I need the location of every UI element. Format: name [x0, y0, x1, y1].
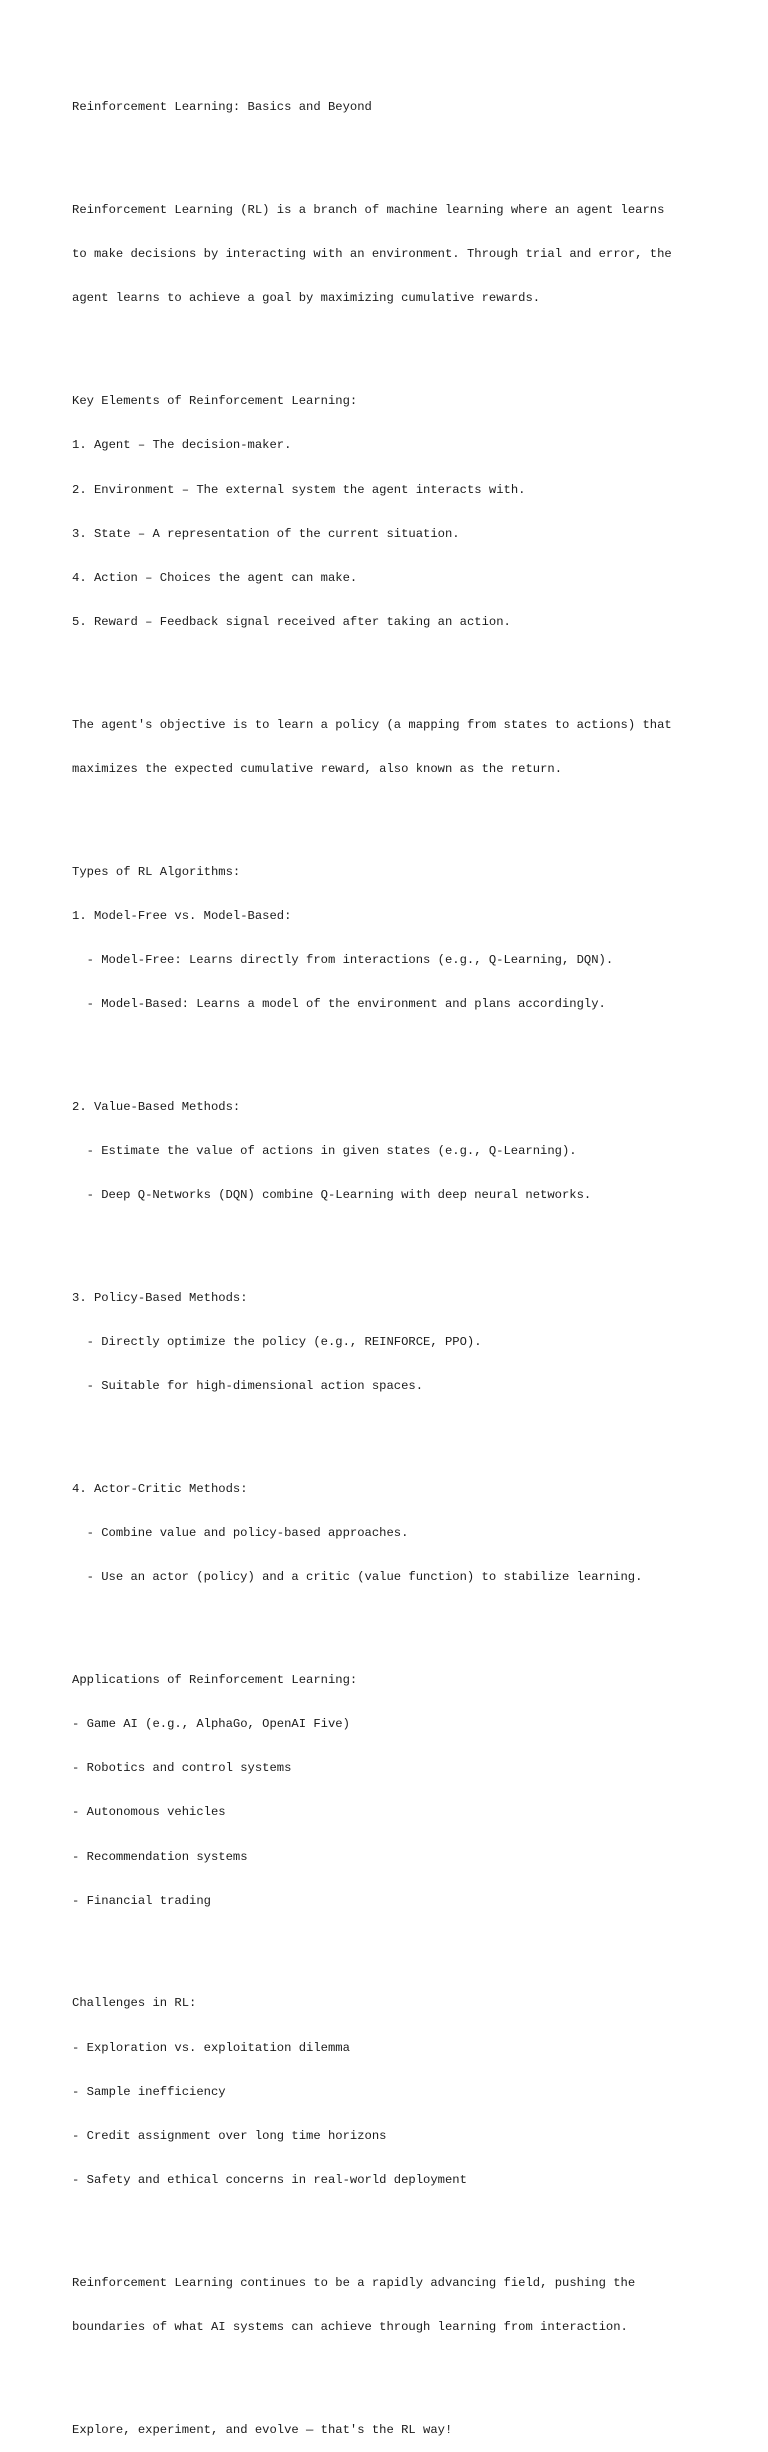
application-item: - Recommendation systems — [72, 1849, 248, 1864]
key-element-item: 3. State – A representation of the current situation. — [72, 526, 460, 541]
spacer — [72, 659, 752, 674]
algorithm-group-title: 4. Actor-Critic Methods: — [72, 1482, 248, 1497]
spacer — [72, 1938, 752, 1953]
algorithm-point: - Estimate the value of actions in given states (e.g., Q-Learning). — [86, 1143, 577, 1158]
key-element-item: 5. Reward – Feedback signal received after taking an action. — [72, 614, 511, 629]
challenge-item: - Safety and ethical concerns in real-world deployment — [72, 2172, 467, 2187]
spacer — [72, 1423, 752, 1438]
spacer — [72, 2364, 752, 2379]
algorithm-group-title: 1. Model-Free vs. Model-Based: — [72, 908, 292, 923]
challenges-heading: Challenges in RL: — [72, 1996, 197, 2011]
algorithm-group-title: 3. Policy-Based Methods: — [72, 1290, 248, 1305]
spacer — [72, 1041, 752, 1056]
algorithm-point: - Deep Q-Networks (DQN) combine Q-Learning with deep neural networks. — [86, 1188, 592, 1203]
key-element-item: 1. Agent – The decision-maker. — [72, 438, 292, 453]
spacer — [72, 336, 752, 351]
spacer — [72, 2217, 752, 2232]
application-item: - Game AI (e.g., AlphaGo, OpenAI Five) — [72, 1717, 350, 1732]
challenge-item: - Sample inefficiency — [72, 2084, 226, 2099]
application-item: - Financial trading — [72, 1893, 211, 1908]
spacer — [72, 1232, 752, 1247]
key-element-item: 2. Environment – The external system the agent interacts with. — [72, 482, 526, 497]
algorithm-point: - Use an actor (policy) and a critic (value function) to stabilize learning. — [86, 1570, 643, 1585]
application-item: - Autonomous vehicles — [72, 1805, 226, 1820]
key-elements-heading: Key Elements of Reinforcement Learning: — [72, 394, 358, 409]
intro-line: to make decisions by interacting with an environment. Through trial and error, the — [72, 247, 672, 262]
challenge-item: - Credit assignment over long time horizons — [72, 2128, 387, 2143]
document-page — [72, 71, 752, 2452]
algorithm-point: - Combine value and policy-based approaches. — [86, 1526, 409, 1541]
algorithms-heading: Types of RL Algorithms: — [72, 864, 241, 879]
algorithm-point: - Directly optimize the policy (e.g., REINFORCE, PPO). — [86, 1335, 482, 1350]
conclusion-line: boundaries of what AI systems can achieve through learning from interaction. — [72, 2319, 628, 2334]
conclusion-line: Reinforcement Learning continues to be a rapidly advancing field, pushing the — [72, 2275, 636, 2290]
challenge-item: - Exploration vs. exploitation dilemma — [72, 2040, 350, 2055]
spacer — [72, 1614, 752, 1629]
algorithm-group-title: 2. Value-Based Methods: — [72, 1099, 241, 1114]
key-element-item: 4. Action – Choices the agent can make. — [72, 570, 358, 585]
intro-line: agent learns to achieve a goal by maximizing cumulative rewards. — [72, 291, 541, 306]
applications-heading: Applications of Reinforcement Learning: — [72, 1673, 358, 1688]
objective-line: maximizes the expected cumulative reward, also known as the return. — [72, 761, 563, 776]
spacer — [72, 145, 752, 160]
algorithm-point: - Model-Free: Learns directly from interactions (e.g., Q-Learning, DQN). — [86, 952, 614, 967]
objective-line: The agent's objective is to learn a policy (a mapping from states to actions) that — [72, 717, 672, 732]
algorithm-point: - Suitable for high-dimensional action spaces. — [86, 1379, 424, 1394]
spacer — [72, 806, 752, 821]
intro-line: Reinforcement Learning (RL) is a branch of machine learning where an agent learns — [72, 203, 665, 218]
closing-line: Explore, experiment, and evolve — that's the RL way! — [72, 2422, 453, 2437]
document-title: Reinforcement Learning: Basics and Beyond — [72, 100, 372, 115]
application-item: - Robotics and control systems — [72, 1761, 292, 1776]
algorithm-point: - Model-Based: Learns a model of the environment and plans accordingly. — [86, 997, 606, 1011]
